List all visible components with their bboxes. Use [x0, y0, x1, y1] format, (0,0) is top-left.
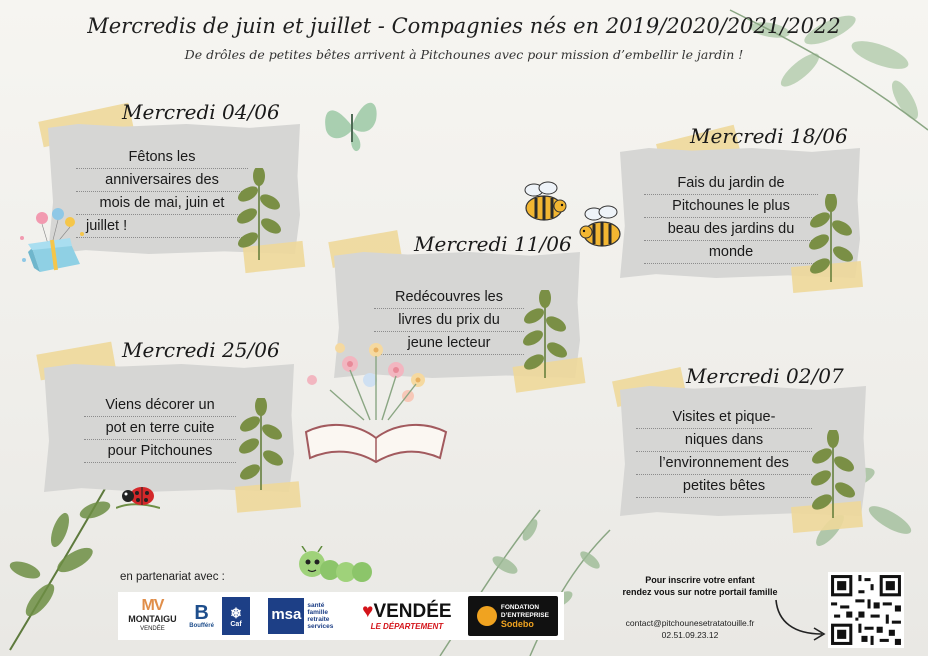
bee-icon [520, 180, 570, 226]
ladybug-icon [116, 484, 160, 512]
card-date: Mercredi 04/06 [122, 100, 280, 124]
card-date: Mercredi 02/07 [686, 364, 844, 388]
qr-code-icon[interactable] [828, 572, 904, 648]
bee-icon [578, 204, 628, 252]
butterfly-icon [322, 90, 382, 162]
card-description: Fais du jardin de Pitchounes le plus beau des jardins du monde [644, 172, 818, 264]
contact-phone[interactable]: 02.51.09.23.12 [661, 630, 719, 640]
page-subtitle: De drôles de petites bêtes arrivent à Pitchounes avec pour mission d’embellir le jardin ! [184, 47, 744, 62]
card-date: Mercredi 25/06 [122, 338, 280, 362]
partner-label: en partenariat avec : [120, 571, 225, 583]
leaf-icon [520, 290, 570, 378]
contact-info [600, 617, 780, 641]
leaf-icon [234, 168, 284, 260]
caterpillar-icon [296, 546, 378, 586]
card-2506 [36, 336, 300, 508]
card-1806 [620, 120, 860, 292]
card-description: Visites et pique- niques dans l’environnement des petites bêtes [636, 406, 812, 498]
logo-msa[interactable]: msa santé famille retraite services [256, 596, 346, 636]
page-title: Mercredis de juin et juillet - Compagnies nés en 2019/2020/2021/2022 [87, 14, 841, 38]
card-description: Viens décorer un pot en terre cuite pour Pitchounes [84, 394, 236, 463]
leaf-icon [808, 430, 858, 518]
contact-email[interactable]: contact@pitchounesetratatouille.fr [625, 618, 755, 628]
heart-icon [477, 606, 497, 626]
gift-balloons-icon [14, 208, 90, 274]
card-description: Fêtons les anniversaires des mois de mai, juin et juillet ! [76, 146, 248, 238]
logo-bouffere[interactable]: B Boufféré [189, 602, 214, 629]
leaf-icon [806, 194, 856, 282]
vendee-heart-icon: ♥ [362, 600, 374, 622]
card-0207 [612, 364, 866, 532]
partner-logos [118, 592, 564, 640]
logo-caf[interactable]: ❄ Caf [222, 597, 249, 635]
card-description: Redécouvres les livres du prix du jeune lecteur [374, 286, 524, 355]
card-date: Mercredi 18/06 [690, 124, 848, 148]
logo-fondation-sodebo[interactable]: FONDATION D’ENTREPRISE Sodebo [468, 596, 558, 636]
logo-montaigu[interactable]: MV MONTAIGU VENDÉE [128, 597, 177, 632]
leaf-icon [236, 398, 286, 490]
signup-info: Pour inscrire votre enfant rendez vous sur notre portail famille [622, 575, 778, 597]
logo-vendee[interactable]: ♥VENDÉE LE DÉPARTEMENT [362, 600, 452, 631]
snowflake-icon: ❄ [230, 604, 242, 621]
book-flowers-icon [300, 340, 450, 464]
card-date: Mercredi 11/06 [414, 232, 572, 256]
